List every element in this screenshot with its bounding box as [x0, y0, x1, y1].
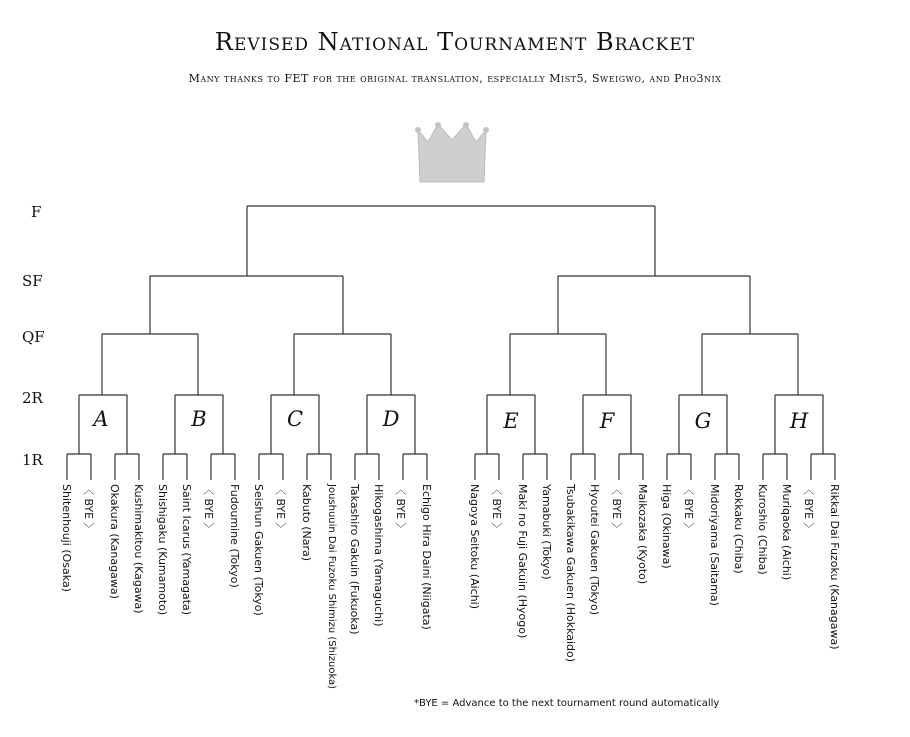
- team-entry: [587, 484, 603, 724]
- team-entry: [467, 484, 483, 724]
- team-name: Yamabuki (Tokyo): [540, 484, 553, 580]
- team-entry: [563, 484, 579, 724]
- team-entry: [83, 484, 99, 724]
- team-name: Maikozaka (Kyoto): [636, 484, 649, 585]
- team-entry: [803, 484, 819, 724]
- round-label-f: F: [31, 203, 42, 221]
- team-entry: [419, 484, 435, 724]
- team-entry: [491, 484, 507, 724]
- team-name: Kuroshio (Chiba): [756, 484, 769, 575]
- team-name: Higa (Okinawa): [660, 484, 673, 569]
- team-entry: [107, 484, 123, 724]
- round-label-qf: QF: [22, 328, 45, 346]
- team-name: Saint Icarus (Yamagata): [180, 484, 193, 616]
- page-subtitle: Many thanks to FET for the original translation, especially Mist5, Sweigwo, and Pho3nix: [188, 72, 722, 85]
- team-name: 〈 BYE 〉: [394, 484, 407, 534]
- team-entry: [635, 484, 651, 724]
- team-name: 〈 BYE 〉: [802, 484, 815, 534]
- team-entry: [203, 484, 219, 724]
- team-entry: [755, 484, 771, 724]
- block-label-e: E: [503, 409, 519, 433]
- team-name: Echigo Hira Daini (Niigata): [420, 484, 433, 630]
- team-entry: [515, 484, 531, 724]
- block-label-b: B: [191, 407, 207, 431]
- team-entry: [539, 484, 555, 724]
- team-name: Midoriyama (Saitama): [708, 484, 721, 606]
- team-name: Tsubakikawa Gakuen (Hokkaido): [564, 484, 577, 663]
- round-label-sf: SF: [22, 272, 43, 290]
- team-entry: [323, 484, 339, 724]
- bye-footnote: *BYE = Advance to the next tournament round automatically: [414, 698, 720, 709]
- team-name: Hikogashima (Yamaguchi): [372, 484, 385, 627]
- team-name: Nagoya Seitoku (Aichi): [468, 484, 481, 610]
- team-entry: [395, 484, 411, 724]
- team-name: Kushimakitou (Kagawa): [132, 484, 145, 614]
- team-entry: [251, 484, 267, 724]
- team-entry: [59, 484, 75, 724]
- block-label-c: C: [286, 407, 304, 431]
- team-entry: [659, 484, 675, 724]
- block-label-h: H: [789, 409, 809, 433]
- team-entry: [227, 484, 243, 724]
- team-name: Shishigaku (Kumamoto): [156, 484, 169, 616]
- team-name: Maki no Fuji Gakuin (Hyogo): [516, 484, 529, 639]
- round-label-1r: 1R: [22, 451, 43, 469]
- team-entry: [683, 484, 699, 724]
- team-name: Joushuuin Dai Fuzoku Shimizu (Shizuoka): [326, 484, 337, 690]
- team-entry: [707, 484, 723, 724]
- page-title: Revised National Tournament Bracket: [214, 28, 696, 56]
- team-entry: [371, 484, 387, 724]
- block-label-g: G: [694, 409, 712, 433]
- team-entry: [347, 484, 363, 724]
- team-name: Rokkaku (Chiba): [732, 484, 745, 574]
- team-entry: [779, 484, 795, 724]
- team-entry: [131, 484, 147, 724]
- team-name: 〈 BYE 〉: [490, 484, 503, 534]
- team-name: 〈 BYE 〉: [82, 484, 95, 534]
- team-entry: [275, 484, 291, 724]
- team-name: Takashiro Gakuin (Fukuoka): [348, 484, 361, 635]
- block-label-f: F: [599, 409, 615, 433]
- team-entry: [179, 484, 195, 724]
- team-name: Kabuto (Nara): [300, 484, 313, 562]
- team-name: Seishun Gakuen (Tokyo): [252, 484, 265, 616]
- team-entry: [827, 484, 843, 724]
- team-entry: [611, 484, 627, 724]
- team-name: 〈 BYE 〉: [274, 484, 287, 534]
- team-name: Rikkai Dai Fuzoku (Kanagawa): [828, 484, 841, 650]
- block-label-a: A: [93, 407, 109, 431]
- team-entry: [731, 484, 747, 724]
- team-name: Shitenhouji (Osaka): [60, 484, 73, 592]
- team-name: 〈 BYE 〉: [610, 484, 623, 534]
- team-name: 〈 BYE 〉: [202, 484, 215, 534]
- round-label-2r: 2R: [22, 389, 43, 407]
- team-name: Okakura (Kanagawa): [108, 484, 121, 599]
- team-name: 〈 BYE 〉: [682, 484, 695, 534]
- block-label-d: D: [382, 407, 400, 431]
- team-entry: [155, 484, 171, 724]
- team-name: Hyoutei Gakuen (Tokyo): [588, 484, 601, 616]
- team-entry: [299, 484, 315, 724]
- team-name: Muriqaoka (Aichi): [780, 484, 793, 581]
- team-name: Fudoumine (Tokyo): [228, 484, 241, 588]
